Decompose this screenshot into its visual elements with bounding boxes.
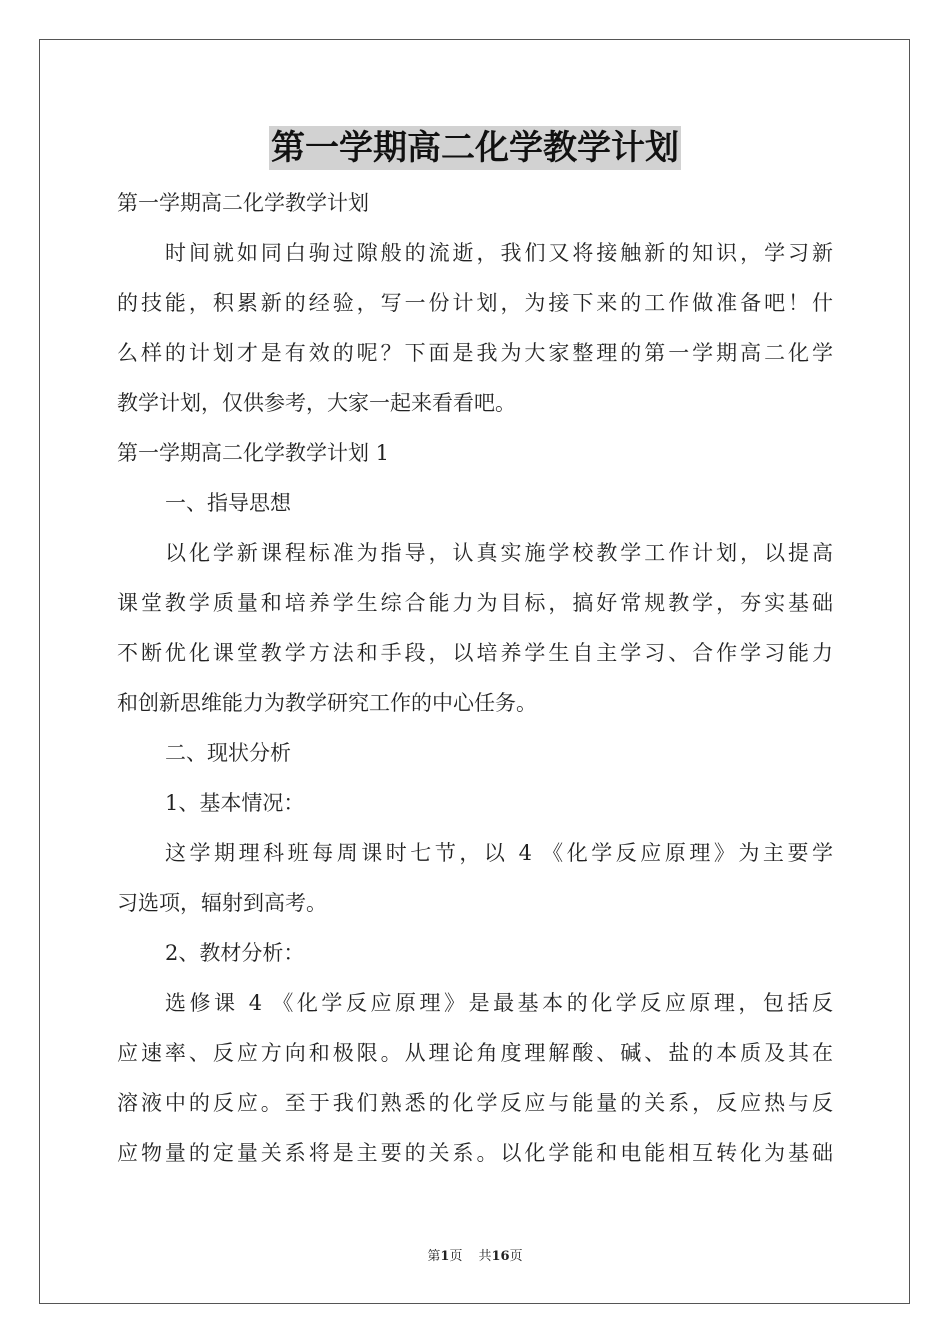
text-line: 以化学新课程标准为指导，认真实施学校教学工作计划，以提高 — [165, 541, 833, 565]
footer-total-prefix: 共 — [478, 1249, 492, 1264]
text-line: 么样的计划才是有效的呢？下面是我为大家整理的第一学期高二化学 — [117, 341, 833, 365]
document-title-text: 第一学期高二化学教学计划 — [271, 128, 679, 168]
text-line: 的技能，积累新的经验，写一份计划，为接下来的工作做准备吧！什 — [117, 291, 833, 315]
text-line: 不断优化课堂教学方法和手段，以培养学生自主学习、合作学习能力 — [117, 641, 833, 665]
document-title — [0, 126, 950, 170]
text-line: 教学计划，仅供参考，大家一起来看看吧。 — [117, 391, 516, 415]
text-line: 这学期理科班每周课时七节，以 4 《化学反应原理》为主要学 — [165, 841, 833, 865]
page-footer — [0, 1248, 950, 1266]
text-line: 应物量的定量关系将是主要的关系。以化学能和电能相互转化为基础 — [117, 1141, 833, 1165]
text-line: 习选项，辐射到高考。 — [117, 891, 327, 915]
text-line: 课堂教学质量和培养学生综合能力为目标，搞好常规教学，夯实基础 — [117, 591, 833, 615]
footer-page-number: 1 — [440, 1249, 450, 1264]
text-line: 选修课 4 《化学反应原理》是最基本的化学反应原理，包括反 — [165, 991, 833, 1015]
footer-page-prefix: 第 — [427, 1249, 441, 1264]
text-line: 2、教材分析： — [165, 941, 305, 965]
text-line: 1、基本情况： — [165, 791, 305, 815]
text-line: 第一学期高二化学教学计划 — [117, 191, 369, 215]
text-line: 第一学期高二化学教学计划 1 — [117, 441, 390, 465]
footer-total-pages: 16 — [491, 1249, 510, 1264]
text-line: 应速率、反应方向和极限。从理论角度理解酸、碱、盐的本质及其在 — [117, 1041, 833, 1065]
document-body — [117, 178, 833, 1178]
footer-total-suffix: 页 — [509, 1249, 523, 1264]
text-line: 时间就如同白驹过隙般的流逝，我们又将接触新的知识，学习新 — [165, 241, 833, 265]
text-line: 溶液中的反应。至于我们熟悉的化学反应与能量的关系，反应热与反 — [117, 1091, 833, 1115]
text-line: 一、指导思想 — [165, 491, 291, 515]
text-line: 二、现状分析 — [165, 741, 291, 765]
footer-page-suffix: 页 — [449, 1249, 463, 1264]
text-line: 和创新思维能力为教学研究工作的中心任务。 — [117, 691, 537, 715]
